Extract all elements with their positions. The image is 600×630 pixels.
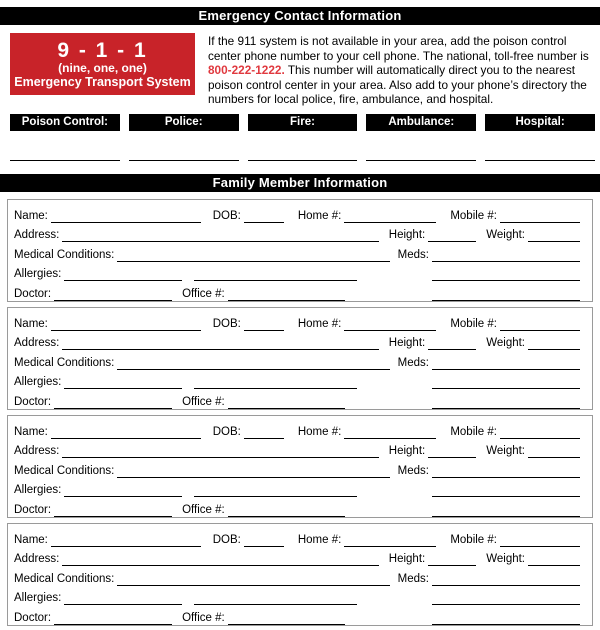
name-row — [14, 203, 580, 223]
home-phone-label: Home #: — [297, 533, 342, 546]
address-fill-line — [62, 553, 378, 566]
name-label: Name: — [14, 533, 48, 546]
name-fill-line — [51, 534, 201, 547]
police-fill-line — [129, 159, 239, 161]
height-label: Height: — [388, 337, 426, 350]
office-phone-label: Office #: — [182, 287, 225, 300]
mobile-phone-label: Mobile #: — [450, 317, 497, 330]
name-fill-line — [51, 426, 201, 439]
paragraph-text-before-phone: If the 911 system is not available in your area, add the poison control center phone number to your cell phone. The national, toll-free number is — [208, 34, 589, 63]
family-member-block — [7, 415, 593, 518]
doctor-fill-line — [54, 612, 172, 625]
doctor-fill-line — [54, 396, 172, 409]
doctor-row — [14, 605, 580, 625]
home-phone-fill-line — [344, 210, 436, 223]
meds-fill-line — [432, 465, 580, 478]
medical-conditions-label: Medical Conditions: — [14, 464, 115, 477]
ambulance-fill-line — [366, 159, 476, 161]
doctor-fill-line — [54, 504, 172, 517]
medical-conditions-row — [14, 458, 580, 478]
poison-control-fill-line — [10, 159, 120, 161]
mobile-phone-fill-line — [500, 318, 580, 331]
address-fill-line — [62, 445, 378, 458]
allergies-label: Allergies: — [14, 592, 62, 605]
allergies-row — [14, 478, 580, 498]
address-fill-line — [62, 229, 378, 242]
family-member-title-bar: Family Member Information — [0, 174, 600, 192]
local-contacts-fill-line-row — [10, 159, 595, 161]
paragraph-text-after-phone: This number will automatically direct you to the nearest poison control center in your area. Also add to your phone’s directory the numbers for local police, fire, ambulance, and hospital. — [208, 63, 587, 107]
weight-fill-line — [528, 553, 580, 566]
dob-label: DOB: — [212, 317, 241, 330]
meds-label: Meds: — [397, 248, 429, 261]
home-phone-fill-line — [344, 426, 436, 439]
medical-conditions-label: Medical Conditions: — [14, 248, 115, 261]
dob-label: DOB: — [212, 209, 241, 222]
emergency-contact-title-bar: Emergency Contact Information — [0, 7, 600, 25]
dob-fill-line — [244, 210, 284, 223]
hospital-fill-line — [485, 159, 595, 161]
weight-fill-line — [528, 445, 580, 458]
weight-label: Weight: — [486, 229, 525, 242]
allergies-fill-line — [64, 484, 182, 497]
poison-control-label: Poison Control: — [10, 114, 120, 131]
allergies-label: Allergies: — [14, 376, 62, 389]
weight-fill-line — [528, 337, 580, 350]
name-label: Name: — [14, 425, 48, 438]
meds-extra-fill-line-2 — [432, 396, 580, 409]
weight-label: Weight: — [486, 553, 525, 566]
address-label: Address: — [14, 553, 60, 566]
doctor-row — [14, 281, 580, 301]
emergency-code-caption: Emergency Transport System — [14, 74, 191, 89]
emergency-code: 9 - 1 - 1 — [57, 38, 148, 62]
doctor-label: Doctor: — [14, 287, 52, 300]
medical-conditions-fill-line — [117, 465, 389, 478]
office-phone-label: Office #: — [182, 395, 225, 408]
meds-extra-fill-line-2 — [432, 504, 580, 517]
dob-fill-line — [244, 318, 284, 331]
home-phone-fill-line — [344, 534, 436, 547]
name-fill-line — [51, 210, 201, 223]
mobile-phone-label: Mobile #: — [450, 533, 497, 546]
office-phone-fill-line — [228, 612, 345, 625]
allergies-row — [14, 370, 580, 390]
fire-label: Fire: — [248, 114, 358, 131]
police-label: Police: — [129, 114, 239, 131]
office-phone-label: Office #: — [182, 503, 225, 516]
height-fill-line — [428, 337, 476, 350]
home-phone-fill-line — [344, 318, 436, 331]
home-phone-label: Home #: — [297, 209, 342, 222]
allergies-label: Allergies: — [14, 268, 62, 281]
meds-fill-line — [432, 357, 580, 370]
home-phone-label: Home #: — [297, 317, 342, 330]
meds-extra-fill-line — [432, 484, 580, 497]
emergency-code-phonetic: (nine, one, one) — [58, 60, 147, 75]
meds-extra-fill-line-2 — [432, 612, 580, 625]
fire-fill-line — [248, 159, 358, 161]
mobile-phone-label: Mobile #: — [450, 209, 497, 222]
address-label: Address: — [14, 229, 60, 242]
allergies-extra-fill-line — [194, 376, 357, 389]
name-row — [14, 527, 580, 547]
mobile-phone-fill-line — [500, 426, 580, 439]
medical-conditions-label: Medical Conditions: — [14, 356, 115, 369]
address-row — [14, 223, 580, 243]
meds-extra-fill-line-2 — [432, 288, 580, 301]
mobile-phone-fill-line — [500, 534, 580, 547]
doctor-label: Doctor: — [14, 503, 52, 516]
ambulance-label: Ambulance: — [366, 114, 476, 131]
family-member-block — [7, 199, 593, 302]
name-label: Name: — [14, 209, 48, 222]
dob-fill-line — [244, 534, 284, 547]
weight-fill-line — [528, 229, 580, 242]
address-row — [14, 439, 580, 459]
poison-control-paragraph — [208, 33, 595, 107]
doctor-label: Doctor: — [14, 395, 52, 408]
allergies-fill-line — [64, 268, 182, 281]
office-phone-fill-line — [228, 504, 345, 517]
doctor-label: Doctor: — [14, 611, 52, 624]
meds-fill-line — [432, 573, 580, 586]
height-fill-line — [428, 553, 476, 566]
height-label: Height: — [388, 229, 426, 242]
emergency-911-section — [10, 33, 595, 107]
doctor-fill-line — [54, 288, 172, 301]
address-fill-line — [62, 337, 378, 350]
doctor-row — [14, 389, 580, 409]
medical-conditions-row — [14, 350, 580, 370]
home-phone-label: Home #: — [297, 425, 342, 438]
dob-fill-line — [244, 426, 284, 439]
height-fill-line — [428, 445, 476, 458]
allergies-row — [14, 586, 580, 606]
meds-fill-line — [432, 249, 580, 262]
allergies-extra-fill-line — [194, 484, 357, 497]
weight-label: Weight: — [486, 445, 525, 458]
medical-conditions-fill-line — [117, 357, 389, 370]
meds-extra-fill-line — [432, 376, 580, 389]
height-fill-line — [428, 229, 476, 242]
height-label: Height: — [388, 553, 426, 566]
allergies-label: Allergies: — [14, 484, 62, 497]
name-label: Name: — [14, 317, 48, 330]
medical-conditions-fill-line — [117, 249, 389, 262]
name-row — [14, 311, 580, 331]
mobile-phone-label: Mobile #: — [450, 425, 497, 438]
dob-label: DOB: — [212, 533, 241, 546]
meds-label: Meds: — [397, 464, 429, 477]
medical-conditions-row — [14, 566, 580, 586]
height-label: Height: — [388, 445, 426, 458]
name-fill-line — [51, 318, 201, 331]
weight-label: Weight: — [486, 337, 525, 350]
allergies-extra-fill-line — [194, 268, 357, 281]
dob-label: DOB: — [212, 425, 241, 438]
family-member-block — [7, 307, 593, 410]
name-row — [14, 419, 580, 439]
address-row — [14, 331, 580, 351]
hospital-label: Hospital: — [485, 114, 595, 131]
poison-control-phone-number: 800-222-1222. — [208, 63, 285, 78]
meds-extra-fill-line — [432, 592, 580, 605]
medical-conditions-row — [14, 242, 580, 262]
family-member-block — [7, 523, 593, 626]
medical-conditions-fill-line — [117, 573, 389, 586]
emergency-911-box — [10, 33, 195, 95]
address-row — [14, 547, 580, 567]
meds-label: Meds: — [397, 572, 429, 585]
allergies-row — [14, 262, 580, 282]
local-contacts-label-row — [10, 114, 595, 131]
family-member-blocks — [7, 199, 593, 626]
address-label: Address: — [14, 445, 60, 458]
meds-label: Meds: — [397, 356, 429, 369]
medical-conditions-label: Medical Conditions: — [14, 572, 115, 585]
office-phone-label: Office #: — [182, 611, 225, 624]
mobile-phone-fill-line — [500, 210, 580, 223]
meds-extra-fill-line — [432, 268, 580, 281]
address-label: Address: — [14, 337, 60, 350]
doctor-row — [14, 497, 580, 517]
office-phone-fill-line — [228, 396, 345, 409]
allergies-fill-line — [64, 376, 182, 389]
office-phone-fill-line — [228, 288, 345, 301]
allergies-extra-fill-line — [194, 592, 357, 605]
allergies-fill-line — [64, 592, 182, 605]
